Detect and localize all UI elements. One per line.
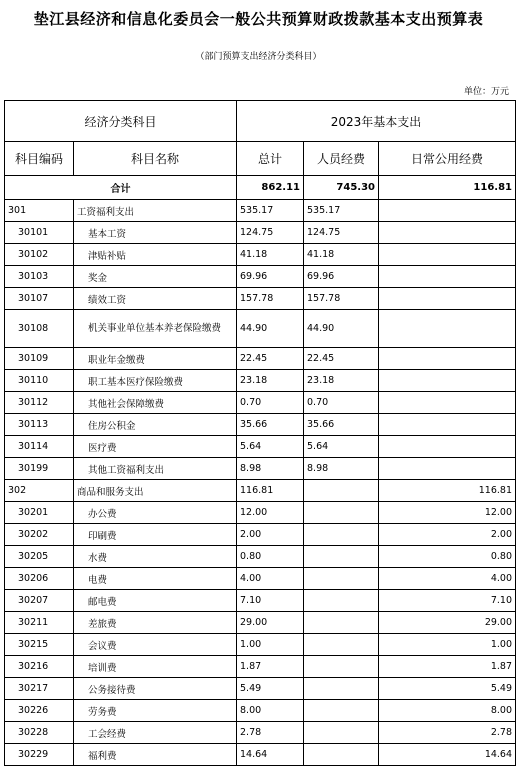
cell-code: 30112 — [5, 392, 74, 414]
cell-personnel — [304, 678, 379, 700]
cell-total: 0.70 — [237, 392, 304, 414]
cell-personnel — [304, 546, 379, 568]
cell-code: 30216 — [5, 656, 74, 678]
header-basic-expenditure-2023: 2023年基本支出 — [237, 101, 516, 142]
cell-public — [379, 436, 516, 458]
cell-total: 8.98 — [237, 458, 304, 480]
cell-public — [379, 458, 516, 480]
cell-code: 30109 — [5, 348, 74, 370]
cell-public — [379, 200, 516, 222]
cell-public — [379, 310, 516, 348]
cell-total: 1.00 — [237, 634, 304, 656]
table-row — [5, 612, 516, 634]
cell-personnel — [304, 722, 379, 744]
cell-code: 30207 — [5, 590, 74, 612]
cell-public — [379, 244, 516, 266]
cell-personnel — [304, 700, 379, 722]
unit-label: 单位：万元 — [463, 87, 509, 97]
cell-code: 30103 — [5, 266, 74, 288]
cell-code: 30201 — [5, 502, 74, 524]
cell-total: 23.18 — [237, 370, 304, 392]
cell-name: 劳务费 — [74, 700, 237, 722]
table-row — [5, 436, 516, 458]
header-name: 科目名称 — [74, 142, 237, 176]
cell-name: 差旅费 — [74, 612, 237, 634]
cell-personnel — [304, 612, 379, 634]
cell-code: 30202 — [5, 524, 74, 546]
total-total: 862.11 — [237, 176, 304, 200]
cell-total: 7.10 — [237, 590, 304, 612]
cell-personnel — [304, 502, 379, 524]
cell-code: 30102 — [5, 244, 74, 266]
cell-personnel: 535.17 — [304, 200, 379, 222]
cell-name: 其他工资福利支出 — [74, 458, 237, 480]
cell-total: 12.00 — [237, 502, 304, 524]
cell-name: 邮电费 — [74, 590, 237, 612]
page-title: 垫江县经济和信息化委员会一般公共预算财政拨款基本支出预算表 — [33, 10, 484, 28]
header-row-columns — [5, 142, 516, 176]
cell-personnel: 22.45 — [304, 348, 379, 370]
cell-public — [379, 392, 516, 414]
table-row — [5, 458, 516, 480]
table-row — [5, 310, 516, 348]
header-code: 科目编码 — [5, 142, 74, 176]
cell-name: 基本工资 — [74, 222, 237, 244]
total-label: 合计 — [5, 176, 237, 200]
cell-total: 29.00 — [237, 612, 304, 634]
cell-name: 其他社会保障缴费 — [74, 392, 237, 414]
cell-name: 奖金 — [74, 266, 237, 288]
cell-name: 津贴补贴 — [74, 244, 237, 266]
header-public: 日常公用经费 — [379, 142, 516, 176]
table-row — [5, 222, 516, 244]
cell-code: 30215 — [5, 634, 74, 656]
cell-total: 5.49 — [237, 678, 304, 700]
cell-personnel: 157.78 — [304, 288, 379, 310]
cell-total: 116.81 — [237, 480, 304, 502]
cell-code: 30107 — [5, 288, 74, 310]
cell-total: 2.00 — [237, 524, 304, 546]
cell-code: 30206 — [5, 568, 74, 590]
cell-public — [379, 222, 516, 244]
cell-total: 2.78 — [237, 722, 304, 744]
cell-personnel: 41.18 — [304, 244, 379, 266]
header-personnel: 人员经费 — [304, 142, 379, 176]
cell-code: 30211 — [5, 612, 74, 634]
cell-code: 30114 — [5, 436, 74, 458]
header-economic-classification: 经济分类科目 — [5, 101, 237, 142]
cell-code: 30108 — [5, 310, 74, 348]
cell-code: 30229 — [5, 744, 74, 766]
cell-total: 124.75 — [237, 222, 304, 244]
cell-public: 5.49 — [379, 678, 516, 700]
cell-total: 69.96 — [237, 266, 304, 288]
cell-code: 30205 — [5, 546, 74, 568]
cell-public: 29.00 — [379, 612, 516, 634]
cell-public: 12.00 — [379, 502, 516, 524]
cell-code: 30226 — [5, 700, 74, 722]
table-row — [5, 524, 516, 546]
cell-total: 4.00 — [237, 568, 304, 590]
cell-code: 30110 — [5, 370, 74, 392]
cell-total: 14.64 — [237, 744, 304, 766]
cell-code: 30113 — [5, 414, 74, 436]
cell-total: 1.87 — [237, 656, 304, 678]
cell-name: 商品和服务支出 — [74, 480, 237, 502]
cell-name: 绩效工资 — [74, 288, 237, 310]
cell-total: 8.00 — [237, 700, 304, 722]
cell-total: 44.90 — [237, 310, 304, 348]
table-row — [5, 656, 516, 678]
table-row — [5, 266, 516, 288]
cell-name: 医疗费 — [74, 436, 237, 458]
cell-personnel: 23.18 — [304, 370, 379, 392]
table-row — [5, 678, 516, 700]
cell-total: 35.66 — [237, 414, 304, 436]
cell-total: 0.80 — [237, 546, 304, 568]
cell-total: 41.18 — [237, 244, 304, 266]
cell-name: 电费 — [74, 568, 237, 590]
cell-personnel: 8.98 — [304, 458, 379, 480]
total-public: 116.81 — [379, 176, 516, 200]
cell-total: 22.45 — [237, 348, 304, 370]
cell-code: 30217 — [5, 678, 74, 700]
cell-name: 办公费 — [74, 502, 237, 524]
cell-code: 30101 — [5, 222, 74, 244]
total-personnel: 745.30 — [304, 176, 379, 200]
cell-personnel: 69.96 — [304, 266, 379, 288]
cell-name: 公务接待费 — [74, 678, 237, 700]
cell-code: 302 — [5, 480, 74, 502]
header-row-group — [5, 101, 516, 142]
table-row — [5, 722, 516, 744]
page-subtitle: （部门预算支出经济分类科目） — [195, 52, 322, 62]
cell-code: 301 — [5, 200, 74, 222]
table-row — [5, 288, 516, 310]
header-total: 总计 — [237, 142, 304, 176]
cell-public — [379, 370, 516, 392]
table-row — [5, 480, 516, 502]
budget-table — [4, 100, 516, 766]
cell-public: 2.78 — [379, 722, 516, 744]
cell-name: 印刷费 — [74, 524, 237, 546]
cell-personnel — [304, 744, 379, 766]
cell-public: 1.00 — [379, 634, 516, 656]
cell-personnel — [304, 634, 379, 656]
table-row — [5, 502, 516, 524]
total-row — [5, 176, 516, 200]
cell-public: 4.00 — [379, 568, 516, 590]
cell-total: 535.17 — [237, 200, 304, 222]
table-row — [5, 568, 516, 590]
cell-public: 116.81 — [379, 480, 516, 502]
cell-public: 7.10 — [379, 590, 516, 612]
table-row — [5, 744, 516, 766]
table-row — [5, 392, 516, 414]
cell-total: 5.64 — [237, 436, 304, 458]
cell-public — [379, 288, 516, 310]
cell-personnel — [304, 590, 379, 612]
cell-name: 机关事业单位基本养老保险缴费 — [74, 310, 237, 348]
table-row — [5, 348, 516, 370]
cell-public: 14.64 — [379, 744, 516, 766]
table-row — [5, 634, 516, 656]
table-row — [5, 370, 516, 392]
cell-code: 30199 — [5, 458, 74, 480]
cell-personnel: 0.70 — [304, 392, 379, 414]
cell-public: 0.80 — [379, 546, 516, 568]
cell-personnel — [304, 524, 379, 546]
cell-total: 157.78 — [237, 288, 304, 310]
cell-name: 培训费 — [74, 656, 237, 678]
cell-name: 职业年金缴费 — [74, 348, 237, 370]
cell-public: 8.00 — [379, 700, 516, 722]
cell-name: 会议费 — [74, 634, 237, 656]
cell-personnel: 5.64 — [304, 436, 379, 458]
table-row — [5, 590, 516, 612]
cell-name: 水费 — [74, 546, 237, 568]
cell-name: 福利费 — [74, 744, 237, 766]
cell-public: 1.87 — [379, 656, 516, 678]
cell-name: 职工基本医疗保险缴费 — [74, 370, 237, 392]
cell-code: 30228 — [5, 722, 74, 744]
cell-public — [379, 266, 516, 288]
cell-name: 工会经费 — [74, 722, 237, 744]
table-row — [5, 700, 516, 722]
cell-personnel: 124.75 — [304, 222, 379, 244]
cell-personnel — [304, 656, 379, 678]
cell-name: 住房公积金 — [74, 414, 237, 436]
cell-personnel — [304, 568, 379, 590]
table-row — [5, 546, 516, 568]
cell-personnel: 35.66 — [304, 414, 379, 436]
cell-personnel: 44.90 — [304, 310, 379, 348]
table-row — [5, 244, 516, 266]
cell-public — [379, 348, 516, 370]
table-row — [5, 200, 516, 222]
cell-personnel — [304, 480, 379, 502]
cell-public: 2.00 — [379, 524, 516, 546]
cell-public — [379, 414, 516, 436]
table-row — [5, 414, 516, 436]
cell-name: 工资福利支出 — [74, 200, 237, 222]
